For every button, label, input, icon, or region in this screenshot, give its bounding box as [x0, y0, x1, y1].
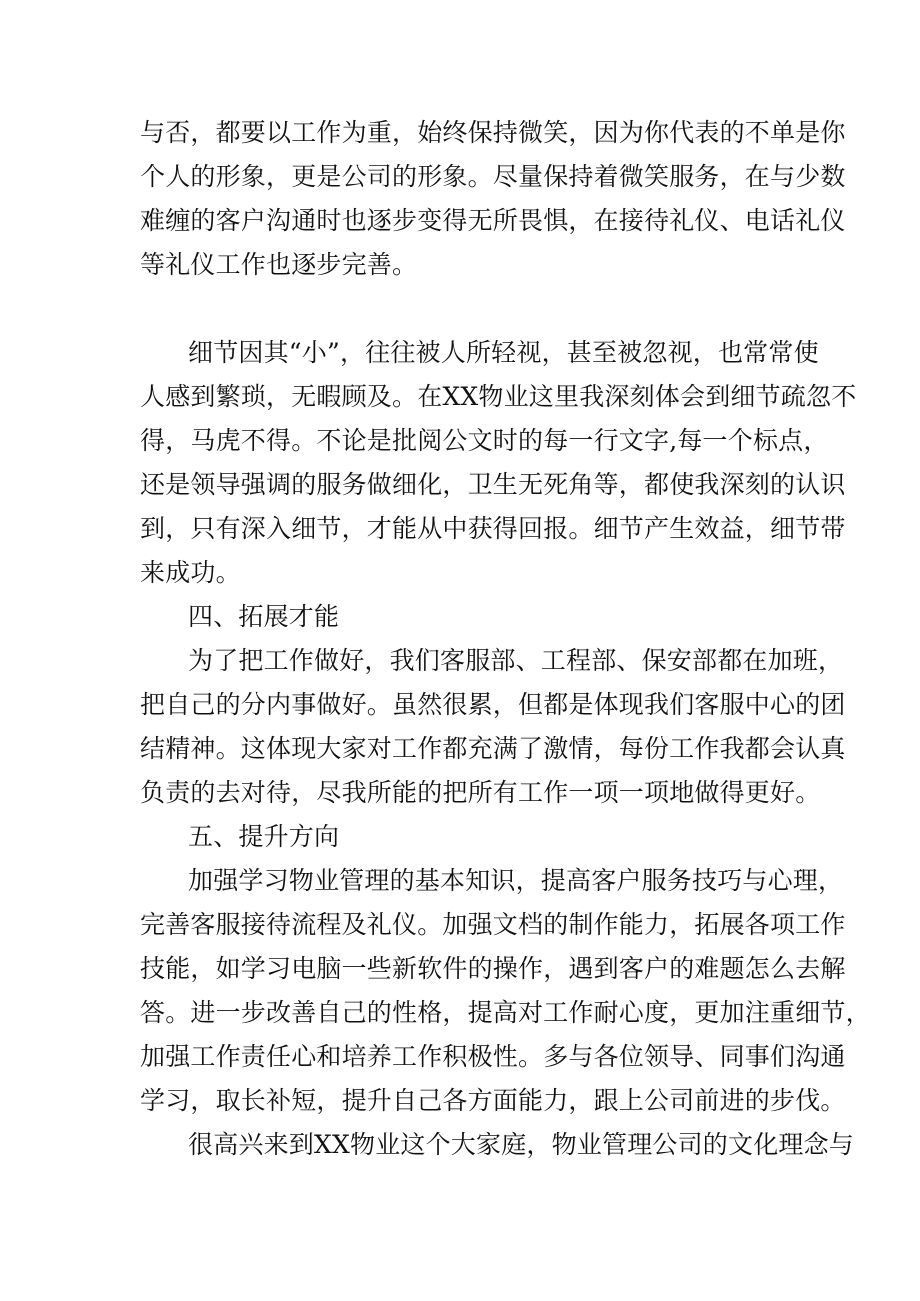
text-line: 还是领导强调的服务做细化，卫生无死角等，都使我深刻的认识 [140, 470, 846, 499]
section-heading: 四、拓展才能 [188, 602, 340, 631]
text-line: 加强学习物业管理的基本知识，提高客户服务技巧与心理， [188, 866, 844, 895]
text-line: 把自己的分内事做好。虽然很累，但都是体现我们客服中心的团 [140, 690, 846, 719]
text-line: 完善客服接待流程及礼仪。加强文档的制作能力，拓展各项工作 [140, 910, 846, 939]
section-heading: 五、提升方向 [188, 822, 340, 851]
text-line: 负责的去对待，尽我所能的把所有工作一项一项地做得更好。 [140, 778, 821, 807]
text-line: 难缠的客户沟通时也逐步变得无所畏惧，在接待礼仪、电话礼仪 [140, 206, 846, 235]
text-line: 个人的形象，更是公司的形象。尽量保持着微笑服务，在与少数 [140, 162, 846, 191]
text-line: 很高兴来到XX物业这个大家庭，物业管理公司的文化理念与 [188, 1130, 854, 1159]
text-line: 等礼仪工作也逐步完善。 [140, 250, 418, 279]
text-line: 细节因其“小”，往往被人所轻视，甚至被忽视，也常常使 [188, 338, 819, 367]
text-line: 到，只有深入细节，才能从中获得回报。细节产生效益，细节带 [140, 514, 846, 543]
text-line: 结精神。这体现大家对工作都充满了激情，每份工作我都会认真 [140, 734, 846, 763]
text-line: 技能，如学习电脑一些新软件的操作，遇到客户的难题怎么去解 [140, 954, 846, 983]
text-line: 来成功。 [140, 558, 241, 587]
text-line: 为了把工作做好，我们客服部、工程部、保安部都在加班， [188, 646, 844, 675]
text-line: 得，马虎不得。不论是批阅公文时的每一行文字,每一个标点， [140, 426, 829, 455]
text-line: 与否，都要以工作为重，始终保持微笑，因为你代表的不单是你 [140, 118, 846, 147]
text-line: 答。进一步改善自己的性格，提高对工作耐心度，更加注重细节， [140, 998, 871, 1027]
text-line: 人感到繁琐，无暇顾及。在XX物业这里我深刻体会到细节疏忽不 [140, 382, 857, 411]
text-line: 学习，取长补短，提升自己各方面能力，跟上公司前进的步伐。 [140, 1086, 846, 1115]
text-line: 加强工作责任心和培养工作积极性。多与各位领导、同事们沟通 [140, 1042, 846, 1071]
